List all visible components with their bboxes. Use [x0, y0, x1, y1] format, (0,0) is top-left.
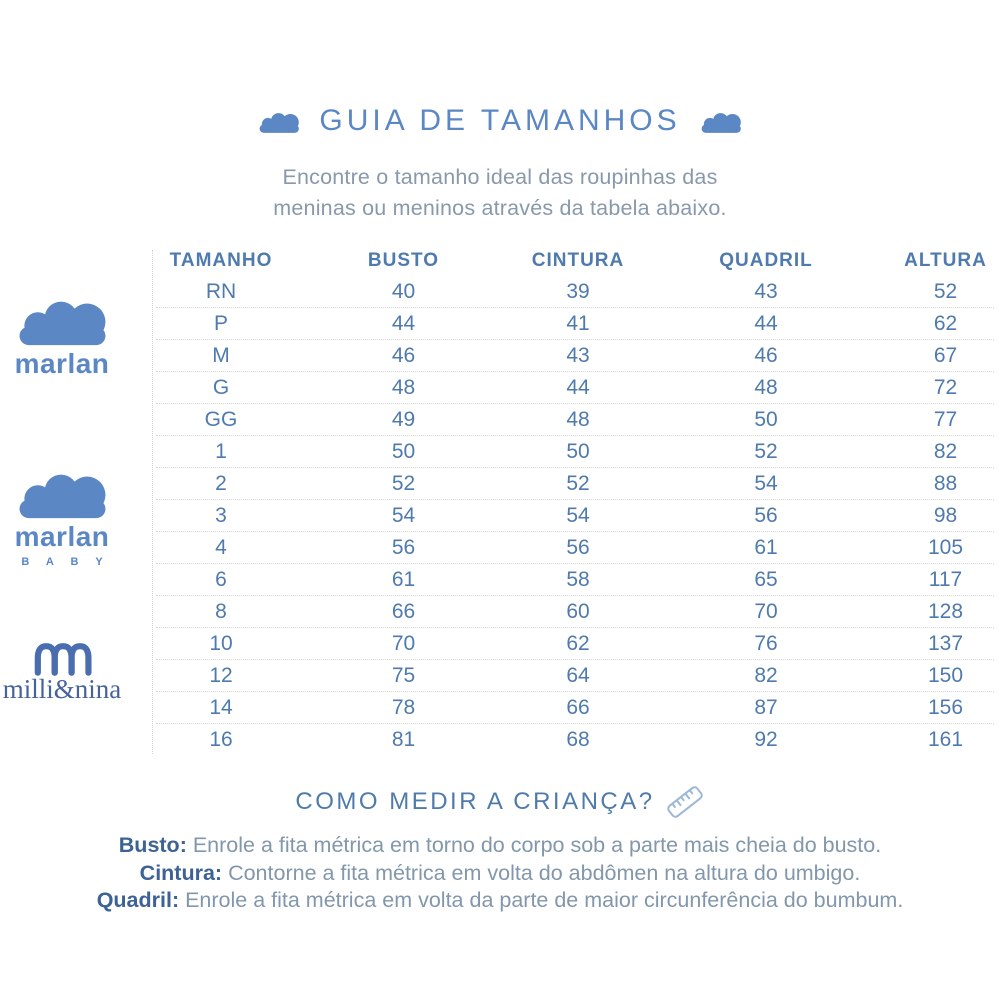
table-cell: 65	[754, 567, 778, 591]
table-cell: 52	[754, 439, 778, 463]
brand-logo-marlan	[0, 291, 124, 380]
table-cell: 72	[933, 375, 958, 399]
instructions	[0, 832, 1000, 915]
column-header: TAMANHO	[169, 250, 273, 271]
table-cell: 43	[754, 279, 778, 303]
table-cell: 6	[215, 567, 227, 591]
table-row	[156, 436, 994, 468]
page-title: GUIA DE TAMANHOS	[319, 104, 681, 137]
instruction-label: Busto:	[118, 833, 187, 857]
table-row	[156, 500, 994, 532]
table-cell: 92	[754, 728, 778, 751]
table-cell: 128	[927, 599, 964, 623]
m-monogram-icon	[29, 640, 95, 676]
table-cell: 40	[391, 279, 416, 303]
table-cell: 52	[566, 471, 590, 495]
table-cell: 50	[391, 439, 416, 463]
table-cell: 70	[754, 599, 778, 623]
table-row	[156, 404, 994, 436]
table-cell: 39	[566, 279, 590, 303]
subtitle	[0, 162, 1000, 224]
instruction-line	[0, 887, 1000, 915]
table-cell: 58	[566, 567, 590, 591]
table-cell: 56	[566, 535, 590, 559]
table-cell: 4	[215, 535, 227, 559]
table-cell: 82	[933, 439, 958, 463]
column-header: BUSTO	[367, 250, 440, 271]
table-cell: 52	[391, 471, 416, 495]
table-row	[156, 660, 994, 692]
how-to-measure-heading-row	[0, 782, 1000, 822]
cloud-icon	[257, 108, 301, 134]
table-cell: 48	[391, 375, 416, 399]
table-cell: 44	[391, 311, 416, 335]
table-cell: 66	[566, 695, 590, 719]
table-cell: 50	[566, 439, 590, 463]
table-cell: 68	[566, 728, 590, 751]
table-cell: P	[213, 311, 228, 335]
table-cell: 66	[391, 599, 416, 623]
table-cell: 14	[209, 695, 233, 719]
instruction-line	[0, 832, 1000, 860]
table-row	[156, 372, 994, 404]
instruction-text: Enrole a fita métrica em volta da parte de maior circunferência do bumbum.	[185, 888, 904, 912]
instruction-text: Enrole a fita métrica em torno do corpo sob a parte mais cheia do busto.	[192, 833, 882, 857]
table-cell: 46	[391, 343, 416, 367]
table-cell: 61	[754, 535, 778, 559]
table-cell: 12	[209, 663, 233, 687]
table-cell: 137	[927, 631, 964, 655]
table-cell: G	[212, 375, 230, 399]
table-row	[156, 532, 994, 564]
table-cell: 44	[566, 375, 590, 399]
table-cell: 82	[754, 663, 778, 687]
table-cell: 3	[215, 503, 227, 527]
table-cell: 161	[927, 728, 964, 751]
table-row	[156, 564, 994, 596]
table-cell: 50	[754, 407, 778, 431]
table-cell: 75	[391, 663, 416, 687]
table-cell: 56	[754, 503, 778, 527]
table-header-row	[156, 246, 994, 276]
table-cell: 54	[391, 503, 416, 527]
column-header: QUADRIL	[719, 250, 813, 271]
table-cell: 60	[566, 599, 590, 623]
table-cell: 46	[754, 343, 778, 367]
table-cell: 64	[566, 663, 590, 687]
baby-label: B A B Y	[21, 556, 110, 568]
table-cell: 1	[215, 439, 227, 463]
table-row	[156, 692, 994, 724]
instruction-text: Contorne a fita métrica em volta do abdômen na altura do umbigo.	[228, 860, 861, 885]
page-header	[0, 104, 1000, 138]
table-cell: 48	[754, 375, 778, 399]
cloud-icon	[12, 291, 112, 347]
how-to-measure-heading: COMO MEDIR A CRIANÇA?	[295, 788, 655, 815]
table-cell: 70	[391, 631, 416, 655]
table-cell: 52	[933, 279, 958, 303]
table-cell: 76	[754, 631, 778, 655]
table-cell: 44	[754, 311, 778, 335]
table-cell: 156	[927, 695, 964, 719]
table-cell: 117	[928, 567, 963, 591]
table-row	[156, 340, 994, 372]
brand-logo-marlan-baby	[0, 464, 124, 568]
table-cell: 88	[933, 471, 958, 495]
table-row	[156, 308, 994, 340]
table-cell: 105	[927, 535, 964, 559]
table-left-divider	[152, 250, 153, 754]
table-cell: 43	[566, 343, 590, 367]
table-row	[156, 596, 994, 628]
subtitle-line: Encontre o tamanho ideal das roupinhas das	[282, 165, 718, 189]
table-cell: 98	[933, 503, 958, 527]
ruler-icon	[665, 782, 705, 822]
table-cell: 8	[215, 599, 227, 623]
subtitle-line: meninas ou meninos através da tabela abaixo.	[273, 196, 727, 220]
cloud-icon	[12, 464, 112, 520]
table-cell: 150	[927, 663, 964, 687]
table-body	[156, 276, 994, 756]
table-cell: 61	[391, 567, 416, 591]
table-cell: 77	[933, 407, 958, 431]
column-header: CINTURA	[531, 250, 625, 271]
milli-nina-wordmark: milli&nina	[2, 674, 122, 704]
table-cell: 54	[754, 471, 778, 495]
table-cell: 48	[566, 407, 590, 431]
marlan-wordmark: marlan	[14, 348, 110, 379]
table-cell: 78	[391, 695, 416, 719]
table-row	[156, 724, 994, 756]
table-cell: 16	[209, 728, 233, 751]
table-cell: 87	[754, 695, 778, 719]
table-cell: 81	[391, 728, 416, 751]
table-cell: 41	[566, 311, 590, 335]
table-cell: GG	[204, 407, 238, 431]
table-row	[156, 276, 994, 308]
table-cell: 49	[391, 407, 416, 431]
size-table	[156, 246, 994, 756]
table-cell: 2	[215, 471, 227, 495]
instruction-label: Cintura:	[139, 860, 223, 885]
table-cell: 67	[933, 343, 958, 367]
table-cell: 10	[209, 631, 233, 655]
table-cell: 54	[566, 503, 590, 527]
marlan-wordmark: marlan	[14, 521, 110, 552]
instruction-line	[0, 860, 1000, 888]
table-cell: 62	[566, 631, 590, 655]
table-row	[156, 468, 994, 500]
table-cell: M	[212, 343, 230, 367]
brand-logo-milli-nina	[0, 640, 124, 705]
column-header: ALTURA	[904, 250, 987, 271]
table-cell: 62	[933, 311, 958, 335]
table-cell: 56	[391, 535, 416, 559]
instruction-label: Quadril:	[96, 888, 180, 912]
table-cell: RN	[205, 279, 237, 303]
table-row	[156, 628, 994, 660]
cloud-icon	[699, 108, 743, 134]
